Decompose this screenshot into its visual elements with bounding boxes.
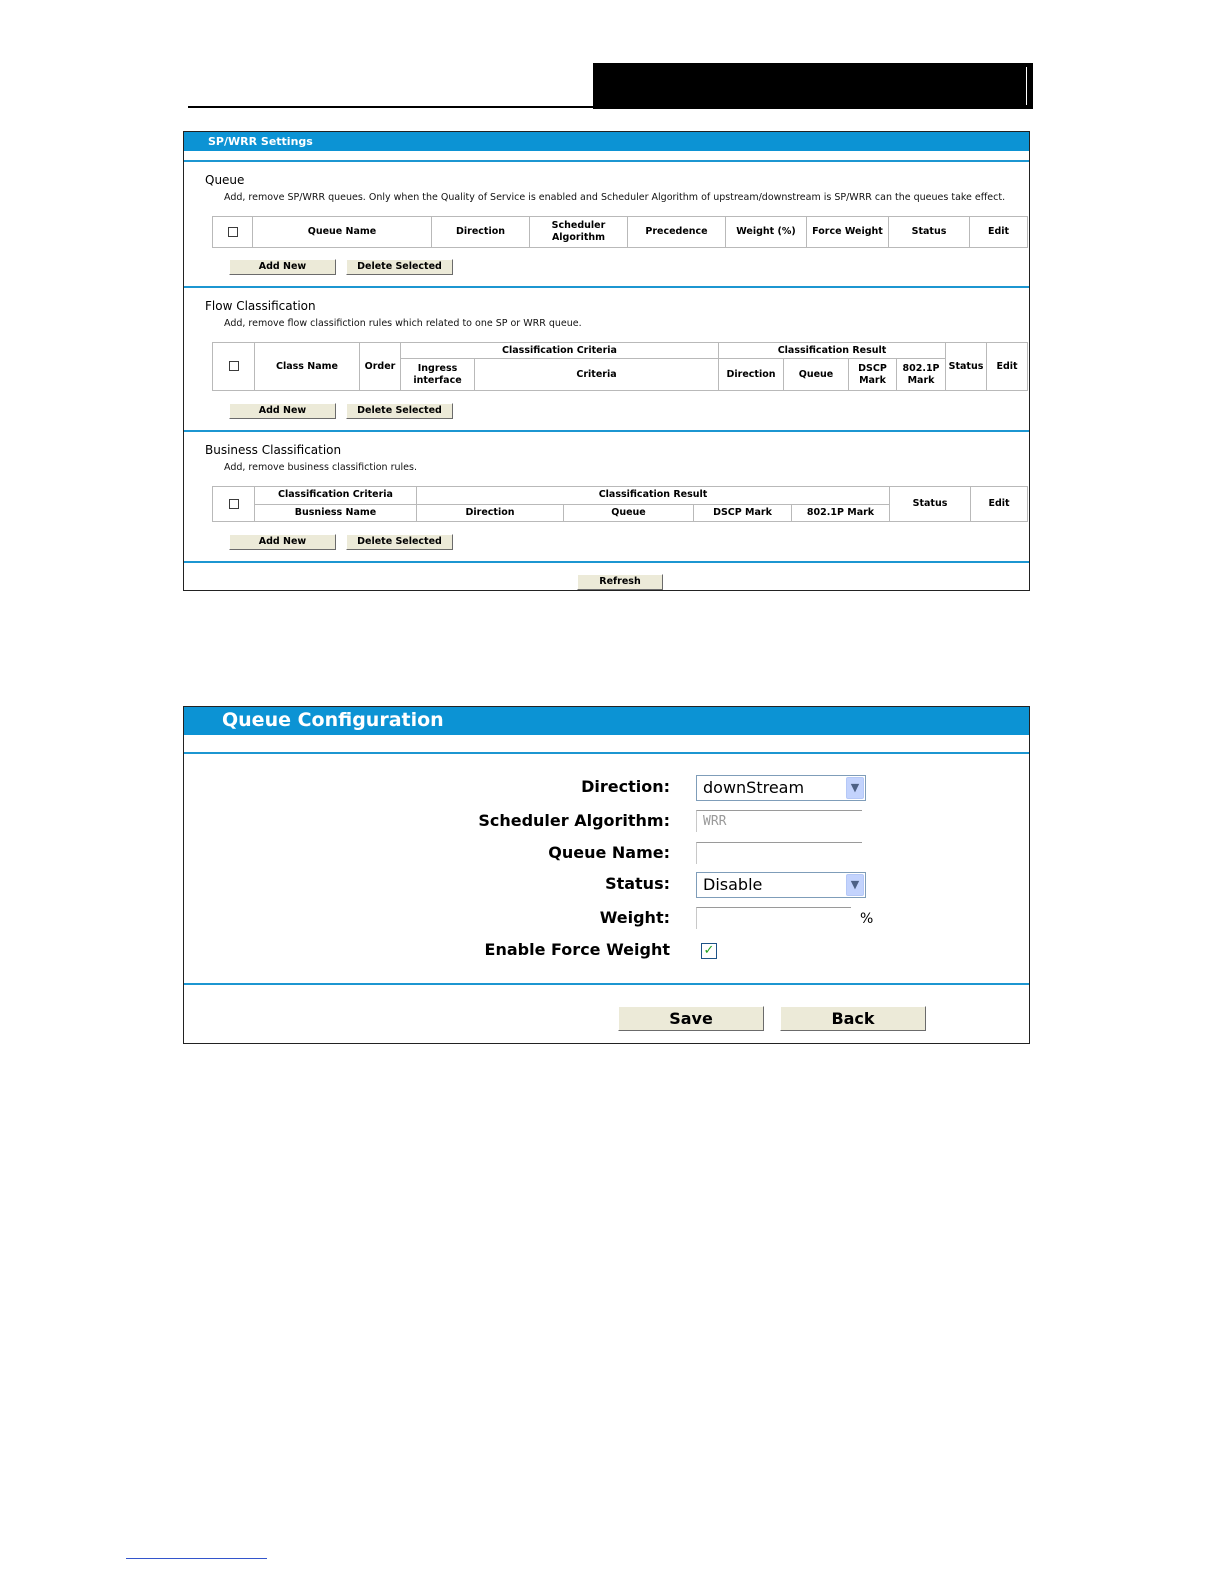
business-select-all-checkbox[interactable]	[229, 499, 239, 509]
queue-section-title: Queue	[205, 173, 245, 187]
refresh-button[interactable]: Refresh	[577, 574, 663, 590]
direction-select-value: downStream	[703, 778, 805, 797]
col-dscp-mark	[849, 359, 897, 391]
col-edit: Edit	[970, 217, 1028, 248]
business-table-header-row1	[213, 487, 1028, 505]
col-group-classification-criteria: Classification Criteria	[401, 343, 719, 359]
col-direction: Direction	[719, 359, 784, 391]
separator	[184, 561, 1029, 563]
select-all-checkbox[interactable]	[228, 227, 238, 237]
col-scheduler-line1: Scheduler	[551, 220, 606, 231]
col-dscp-line1: DSCP	[858, 362, 887, 374]
queue-section-description: Add, remove SP/WRR queues. Only when the Quality of Service is enabled and Scheduler Algorithm of upstream/downstream is SP/WRR can the queues take effect.	[224, 192, 1006, 203]
business-select-all-cell[interactable]	[213, 487, 255, 522]
col-queue: Queue	[784, 359, 849, 391]
status-select[interactable]	[696, 872, 866, 898]
separator	[184, 752, 1029, 754]
weight-input[interactable]	[696, 907, 851, 929]
col-dscp-mark: DSCP Mark	[694, 504, 792, 522]
status-label: Status:	[605, 874, 670, 893]
col-edit: Edit	[971, 487, 1028, 522]
col-scheduler-algorithm	[530, 217, 628, 248]
col-queue-name: Queue Name	[253, 217, 432, 248]
weight-unit: %	[860, 911, 874, 927]
flow-delete-selected-button[interactable]: Delete Selected	[346, 403, 453, 419]
col-queue: Queue	[564, 504, 694, 522]
status-select-value: Disable	[703, 875, 763, 894]
business-delete-selected-button[interactable]: Delete Selected	[346, 534, 453, 550]
flow-section-description: Add, remove flow classifiction rules which related to one SP or WRR queue.	[224, 318, 582, 329]
footer-link-underline	[126, 1558, 267, 1559]
separator	[184, 160, 1029, 162]
col-weight: Weight (%)	[726, 217, 807, 248]
page-header-rule	[188, 106, 594, 108]
col-direction: Direction	[417, 504, 564, 522]
col-order: Order	[360, 343, 401, 391]
spwrr-title: SP/WRR Settings	[184, 132, 1029, 151]
scheduler-algorithm-field: WRR	[696, 810, 862, 832]
col-direction: Direction	[432, 217, 530, 248]
col-group-classification-result: Classification Result	[719, 343, 946, 359]
col-group-classification-result: Classification Result	[417, 487, 890, 505]
queue-delete-selected-button[interactable]: Delete Selected	[346, 259, 453, 275]
weight-label: Weight:	[599, 908, 670, 927]
flow-add-new-button[interactable]: Add New	[229, 403, 336, 419]
col-class-name: Class Name	[255, 343, 360, 391]
chevron-down-icon[interactable]: ▼	[846, 874, 864, 896]
queue-configuration-title: Queue Configuration	[184, 707, 1029, 735]
enable-force-weight-checkbox[interactable]	[701, 943, 717, 959]
col-8021p-mark: 802.1P Mark	[792, 504, 890, 522]
col-8021p-mark	[897, 359, 946, 391]
queue-name-input[interactable]	[696, 842, 862, 864]
save-button[interactable]: Save	[618, 1006, 764, 1031]
separator	[184, 430, 1029, 432]
col-ingress-interface	[401, 359, 475, 391]
col-edit: Edit	[987, 343, 1028, 391]
page-header-block	[593, 63, 1033, 109]
scheduler-algorithm-label: Scheduler Algorithm:	[478, 811, 670, 830]
business-section-description: Add, remove business classifiction rules.	[224, 462, 417, 473]
chevron-down-icon[interactable]: ▼	[846, 777, 864, 799]
queue-add-new-button[interactable]: Add New	[229, 259, 336, 275]
col-status: Status	[890, 487, 971, 522]
back-button[interactable]: Back	[780, 1006, 926, 1031]
flow-select-all-checkbox[interactable]	[229, 361, 239, 371]
col-scheduler-line2: Algorithm	[551, 232, 606, 243]
queue-configuration-panel	[183, 706, 1030, 1044]
direction-select[interactable]	[696, 775, 866, 801]
flow-table-header-row1	[213, 343, 1028, 359]
col-ingress-line2: interface	[413, 374, 462, 386]
direction-label: Direction:	[581, 777, 670, 796]
queue-table-header	[213, 217, 1028, 248]
queue-name-label: Queue Name:	[548, 843, 670, 862]
col-8021p-line2: Mark	[907, 374, 935, 386]
business-section-title: Business Classification	[205, 443, 342, 457]
col-precedence: Precedence	[628, 217, 726, 248]
col-status: Status	[889, 217, 970, 248]
col-dscp-line2: Mark	[859, 374, 886, 386]
queue-table	[212, 216, 1028, 248]
flow-select-all-cell[interactable]	[213, 343, 255, 391]
col-criteria: Criteria	[475, 359, 719, 391]
checkmark-icon: ✓	[703, 943, 715, 958]
col-business-name: Busniess Name	[255, 504, 417, 522]
enable-force-weight-label: Enable Force Weight	[484, 940, 670, 959]
business-add-new-button[interactable]: Add New	[229, 534, 336, 550]
col-group-classification-criteria: Classification Criteria	[255, 487, 417, 505]
col-force-weight: Force Weight	[807, 217, 889, 248]
flow-section-title: Flow Classification	[205, 299, 316, 313]
select-all-cell[interactable]	[213, 217, 253, 248]
flow-table	[212, 342, 1028, 391]
col-8021p-line1: 802.1P	[902, 362, 940, 374]
col-ingress-line1: Ingress	[417, 362, 458, 374]
separator	[184, 286, 1029, 288]
business-table	[212, 486, 1028, 522]
col-status: Status	[946, 343, 987, 391]
separator	[184, 983, 1029, 985]
spwrr-settings-panel	[183, 131, 1030, 591]
